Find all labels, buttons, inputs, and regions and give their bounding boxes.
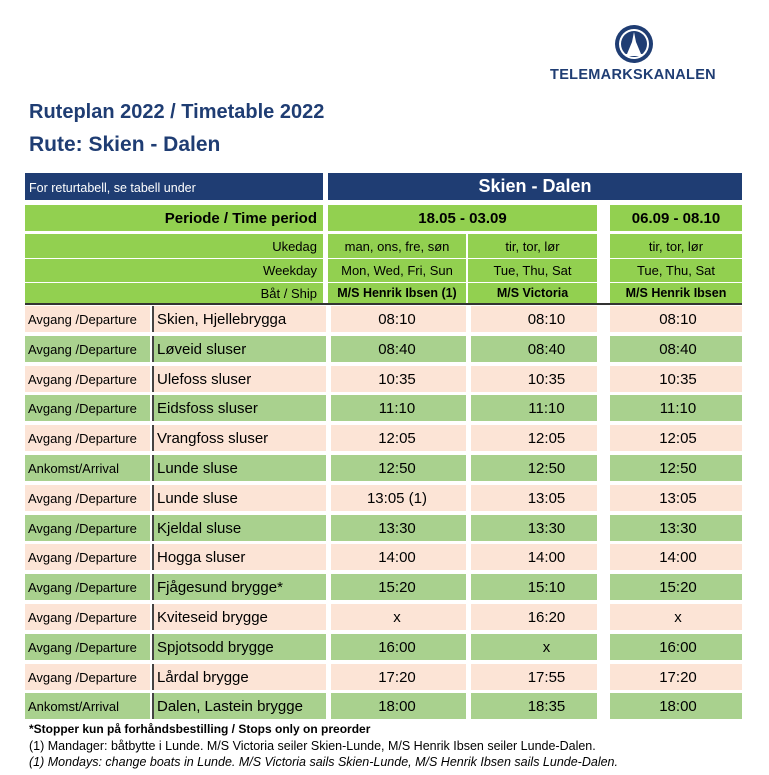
column-separator: [466, 306, 470, 720]
table-row: [25, 693, 742, 719]
row-time-col1: 14:00: [328, 544, 466, 570]
col1-ukedag: man, ons, fre, søn: [328, 234, 466, 258]
row-time-col3: 14:00: [614, 544, 742, 570]
col1-ship: M/S Henrik Ibsen (1): [328, 283, 466, 303]
row-type: Ankomst/Arrival: [25, 455, 150, 481]
row-time-col2: 18:35: [471, 693, 622, 719]
row-type: Avgang /Departure: [25, 395, 150, 421]
row-time-col3: 17:20: [614, 664, 742, 690]
row-time-col1: 17:20: [328, 664, 466, 690]
weekday-label: Weekday: [25, 259, 323, 282]
ukedag-label: Ukedag: [25, 234, 323, 258]
row-stop: Lunde sluse: [152, 455, 348, 481]
row-type: Avgang /Departure: [25, 634, 150, 660]
row-time-col1: 16:00: [328, 634, 466, 660]
row-time-col2: 08:40: [471, 336, 622, 362]
row-type: Avgang /Departure: [25, 485, 150, 511]
table-row: [25, 544, 742, 570]
row-type: Avgang /Departure: [25, 664, 150, 690]
row-time-col3: 10:35: [614, 366, 742, 392]
footnote-english: (1) Mondays: change boats in Lunde. M/S Victoria sails Skien-Lunde, M/S Henrik Ibsen sails Lunde-Dalen.: [29, 755, 618, 769]
table-row: [25, 664, 742, 690]
row-time-col2: 08:10: [471, 306, 622, 332]
row-stop: Dalen, Lastein brygge: [152, 693, 348, 719]
col3-weekday: Tue, Thu, Sat: [610, 259, 742, 282]
header-divider: [25, 303, 742, 305]
route-header: Skien - Dalen: [328, 173, 742, 200]
row-stop: Fjågesund brygge*: [152, 574, 348, 600]
row-time-col2: 12:50: [471, 455, 622, 481]
row-time-col2: 17:55: [471, 664, 622, 690]
row-time-col3: 13:30: [614, 515, 742, 541]
logo-text: TELEMARKSKANALEN: [550, 67, 716, 83]
table-row: [25, 336, 742, 362]
table-row: [25, 634, 742, 660]
row-time-col1: 12:05: [328, 425, 466, 451]
col2-ship: M/S Victoria: [468, 283, 597, 303]
footnote-preorder: *Stopper kun på forhåndsbestilling / Stops only on preorder: [29, 722, 371, 736]
row-type: Avgang /Departure: [25, 425, 150, 451]
table-row: [25, 425, 742, 451]
row-time-col3: 12:05: [614, 425, 742, 451]
row-time-col1: 15:20: [328, 574, 466, 600]
row-time-col2: 15:10: [471, 574, 622, 600]
row-stop: Ulefoss sluser: [152, 366, 348, 392]
row-type: Ankomst/Arrival: [25, 693, 150, 719]
col2-weekday: Tue, Thu, Sat: [468, 259, 597, 282]
col3-ship: M/S Henrik Ibsen: [610, 283, 742, 303]
telemarkskanalen-logo: [538, 24, 728, 84]
column-separator: [326, 306, 331, 720]
row-time-col1: 08:40: [328, 336, 466, 362]
return-table-note: For returtabell, se tabell under: [25, 173, 323, 200]
row-time-col1: 18:00: [328, 693, 466, 719]
row-type: Avgang /Departure: [25, 515, 150, 541]
row-stop: Skien, Hjellebrygga: [152, 306, 348, 332]
row-time-col2: 10:35: [471, 366, 622, 392]
row-time-col2: 14:00: [471, 544, 622, 570]
row-time-col1: 10:35: [328, 366, 466, 392]
row-stop: Kjeldal sluse: [152, 515, 348, 541]
row-time-col1: x: [328, 604, 466, 630]
column-separator: [597, 306, 610, 720]
table-row: [25, 515, 742, 541]
row-time-col3: 08:10: [614, 306, 742, 332]
row-time-col1: 08:10: [328, 306, 466, 332]
row-time-col3: 16:00: [614, 634, 742, 660]
footnote-norwegian: (1) Mandager: båtbytte i Lunde. M/S Victoria seiler Skien-Lunde, M/S Henrik Ibsen seiler Lunde-Dalen.: [29, 739, 596, 753]
table-row: [25, 574, 742, 600]
table-row: [25, 366, 742, 392]
row-time-col1: 13:05 (1): [328, 485, 466, 511]
row-stop: Lunde sluse: [152, 485, 348, 511]
row-time-col2: 11:10: [471, 395, 622, 421]
period-2: 06.09 - 08.10: [610, 205, 742, 231]
row-stop: Løveid sluser: [152, 336, 348, 362]
route-title: Rute: Skien - Dalen: [29, 133, 221, 156]
table-row: [25, 485, 742, 511]
row-stop: Vrangfoss sluser: [152, 425, 348, 451]
page-title: Ruteplan 2022 / Timetable 2022: [29, 101, 325, 123]
row-time-col1: 12:50: [328, 455, 466, 481]
row-type: Avgang /Departure: [25, 306, 150, 332]
row-stop: Lårdal brygge: [152, 664, 348, 690]
table-row: [25, 306, 742, 332]
row-time-col1: 13:30: [328, 515, 466, 541]
row-type: Avgang /Departure: [25, 574, 150, 600]
row-time-col3: 11:10: [614, 395, 742, 421]
row-time-col3: x: [614, 604, 742, 630]
row-time-col3: 12:50: [614, 455, 742, 481]
row-stop: Spjotsodd brygge: [152, 634, 348, 660]
row-type: Avgang /Departure: [25, 544, 150, 570]
table-row: [25, 455, 742, 481]
col2-ukedag: tir, tor, lør: [468, 234, 597, 258]
table-row: [25, 395, 742, 421]
row-time-col1: 11:10: [328, 395, 466, 421]
row-time-col3: 15:20: [614, 574, 742, 600]
row-time-col2: 13:05: [471, 485, 622, 511]
row-stop: Eidsfoss sluser: [152, 395, 348, 421]
row-time-col3: 18:00: [614, 693, 742, 719]
row-time-col2: x: [471, 634, 622, 660]
col3-ukedag: tir, tor, lør: [610, 234, 742, 258]
row-time-col2: 16:20: [471, 604, 622, 630]
row-stop: Kviteseid brygge: [152, 604, 348, 630]
row-type: Avgang /Departure: [25, 604, 150, 630]
row-stop: Hogga sluser: [152, 544, 348, 570]
row-time-col3: 08:40: [614, 336, 742, 362]
row-time-col2: 13:30: [471, 515, 622, 541]
col1-weekday: Mon, Wed, Fri, Sun: [328, 259, 466, 282]
row-type: Avgang /Departure: [25, 336, 150, 362]
telemarkskanalen-emblem-icon: [614, 24, 654, 66]
row-type: Avgang /Departure: [25, 366, 150, 392]
row-time-col2: 12:05: [471, 425, 622, 451]
row-time-col3: 13:05: [614, 485, 742, 511]
period-label: Periode / Time period: [25, 205, 323, 231]
table-row: [25, 604, 742, 630]
period-1: 18.05 - 03.09: [328, 205, 597, 231]
ship-label: Båt / Ship: [25, 283, 323, 303]
